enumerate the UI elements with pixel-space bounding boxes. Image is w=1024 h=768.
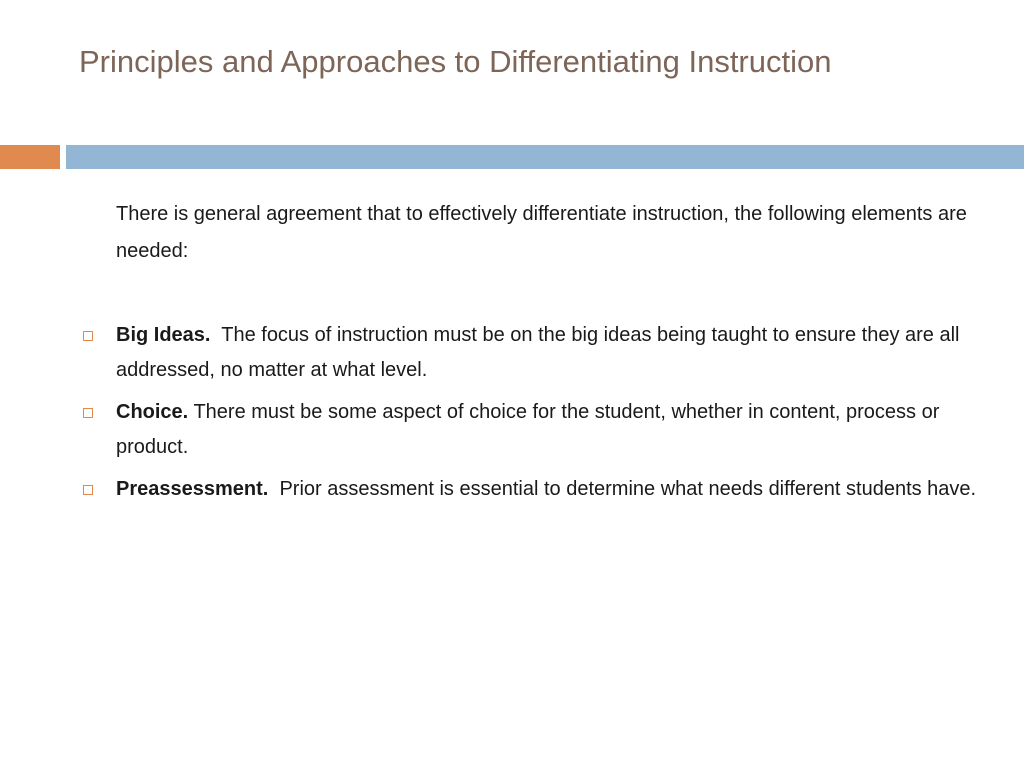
- bullet-text: The focus of instruction must be on the big ideas being taught to ensure they are all addressed, no matter at what level.: [116, 324, 966, 381]
- hollow-square-bullet-icon: [83, 485, 93, 495]
- accent-bar-orange: [0, 145, 60, 169]
- slide-body: [79, 196, 979, 514]
- intro-paragraph: There is general agreement that to effectively differentiate instruction, the following elements are needed:: [116, 203, 967, 262]
- bullet-term: Big Ideas.: [116, 324, 211, 346]
- list-item-preassessment: [79, 472, 979, 507]
- list-item-choice: [79, 395, 979, 465]
- hollow-square-bullet-icon: [83, 408, 93, 418]
- slide-title: Principles and Approaches to Differentiating Instruction: [79, 44, 832, 79]
- hollow-square-bullet-icon: [83, 331, 93, 341]
- bullet-text: There must be some aspect of choice for the student, whether in content, process or product.: [116, 401, 945, 458]
- bullet-list: [79, 318, 979, 507]
- bullet-term: Choice.: [116, 401, 189, 423]
- bullet-term: Preassessment.: [116, 478, 269, 500]
- accent-bar-blue: [66, 145, 1024, 169]
- list-item-big-ideas: [79, 318, 979, 388]
- bullet-text: Prior assessment is essential to determine what needs different students have.: [268, 478, 977, 500]
